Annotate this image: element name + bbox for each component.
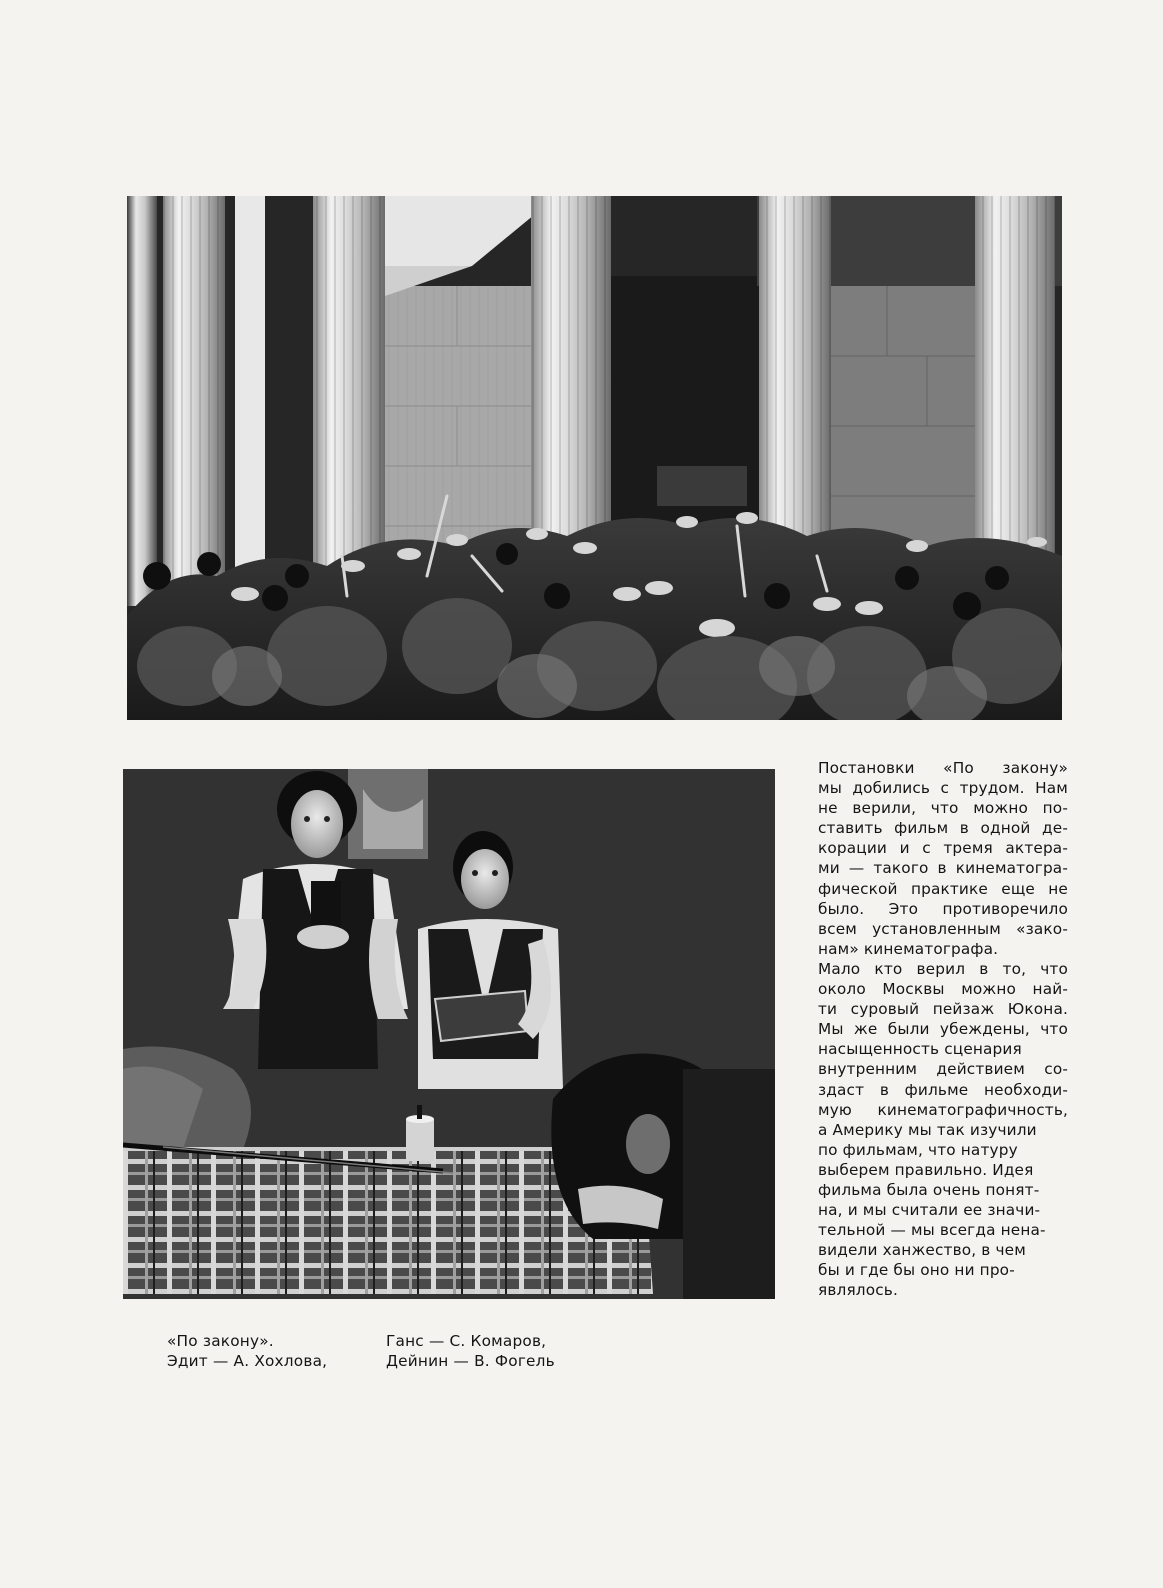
caption-cast-line: Ганс — С. Комаров, — [386, 1332, 547, 1350]
essay-line: было. Это противоречило — [818, 899, 1068, 918]
photo-film-scene-image — [123, 769, 775, 1299]
photo-film-scene — [123, 769, 775, 1299]
essay-line: Мало кто верил в то, что — [818, 959, 1068, 978]
essay-line: а Америку мы так изучили — [818, 1120, 1037, 1139]
photo-caption-right — [386, 1331, 606, 1371]
essay-line: Мы же были убеждены, что — [818, 1020, 1068, 1039]
essay-line: ми — такого в кинематогра- — [818, 859, 1068, 878]
essay-text — [818, 758, 1068, 1301]
essay-line: являлось. — [818, 1281, 898, 1300]
essay-line: на, и мы считали ее значи- — [818, 1201, 1041, 1220]
essay-line: выберем правильно. Идея — [818, 1160, 1034, 1179]
essay-line: Постановки «По закону» — [818, 759, 1068, 777]
caption-cast-line: Эдит — А. Хохлова, — [167, 1352, 328, 1370]
essay-line: фической практике еще не — [818, 879, 1068, 898]
essay-line: бы и где бы оно ни про- — [818, 1261, 1015, 1280]
essay-line: внутренним действием со- — [818, 1060, 1068, 1079]
essay-line: тельной — мы всегда нена- — [818, 1221, 1046, 1240]
essay-line: корации и с тремя актера- — [818, 839, 1068, 858]
photo-caption-left — [167, 1331, 367, 1371]
photo-colonnade-crowd-image — [127, 196, 1062, 720]
essay-line: не верили, что можно по- — [818, 799, 1068, 818]
essay-line: насыщенность сценария — [818, 1040, 1022, 1059]
essay-line: всем установленным «зако- — [818, 919, 1068, 938]
essay-line: ставить фильм в одной де- — [818, 819, 1068, 838]
essay-line: мую кинематографичность, — [818, 1100, 1068, 1119]
caption-cast-line: Дейнин — В. Фогель — [386, 1352, 555, 1370]
essay-line: фильма была очень понят- — [818, 1180, 1040, 1199]
essay-line: ти суровый пейзаж Юкона. — [818, 1000, 1068, 1019]
essay-line: нам» кинематографа. — [818, 939, 999, 958]
essay-line: здаст в фильме необходи- — [818, 1080, 1068, 1099]
essay-line: около Москвы можно най- — [818, 980, 1068, 999]
essay-line: мы добились с трудом. Нам — [818, 779, 1068, 798]
essay-line: видели ханжество, в чем — [818, 1241, 1026, 1260]
photo-colonnade-crowd — [127, 196, 1062, 720]
caption-film-title: «По закону». — [167, 1332, 274, 1350]
essay-line: по фильмам, что натуру — [818, 1140, 1018, 1159]
